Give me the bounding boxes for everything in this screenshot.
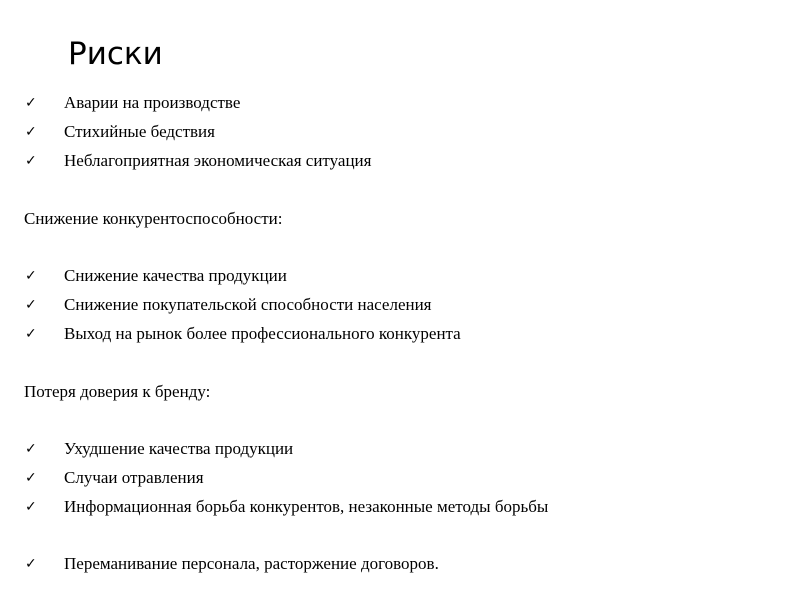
bullet-text: Выход на рынок более профессионального конкурента bbox=[64, 324, 461, 343]
bullet-text: Информационная борьба конкурентов, незаконные методы борьбы bbox=[64, 497, 549, 516]
checkmark-icon: ✓ bbox=[25, 124, 37, 140]
section-heading-text: Снижение конкурентоспособности: bbox=[24, 209, 283, 228]
bullet-text: Снижение качества продукции bbox=[64, 266, 287, 285]
bullet-text: Стихийные бедствия bbox=[64, 122, 215, 141]
checkmark-icon: ✓ bbox=[25, 297, 37, 313]
bullet-text: Аварии на производстве bbox=[64, 93, 241, 112]
checkmark-icon: ✓ bbox=[25, 326, 37, 342]
bullet-text: Переманивание персонала, расторжение договоров. bbox=[64, 554, 439, 573]
checkmark-icon: ✓ bbox=[25, 499, 37, 515]
checkmark-icon: ✓ bbox=[25, 153, 37, 169]
section-heading-text: Потеря доверия к бренду: bbox=[24, 382, 211, 401]
bullet-text: Случаи отравления bbox=[64, 468, 204, 487]
bullet-text: Снижение покупательской способности населения bbox=[64, 295, 432, 314]
checkmark-icon: ✓ bbox=[25, 470, 37, 486]
bullet-text: Неблагоприятная экономическая ситуация bbox=[64, 151, 372, 170]
bullet-text: Ухудшение качества продукции bbox=[64, 439, 294, 458]
checkmark-icon: ✓ bbox=[25, 556, 37, 572]
checkmark-icon: ✓ bbox=[25, 441, 37, 457]
checkmark-icon: ✓ bbox=[25, 95, 37, 111]
slide-title: Риски bbox=[68, 36, 163, 72]
checkmark-icon: ✓ bbox=[25, 268, 37, 284]
